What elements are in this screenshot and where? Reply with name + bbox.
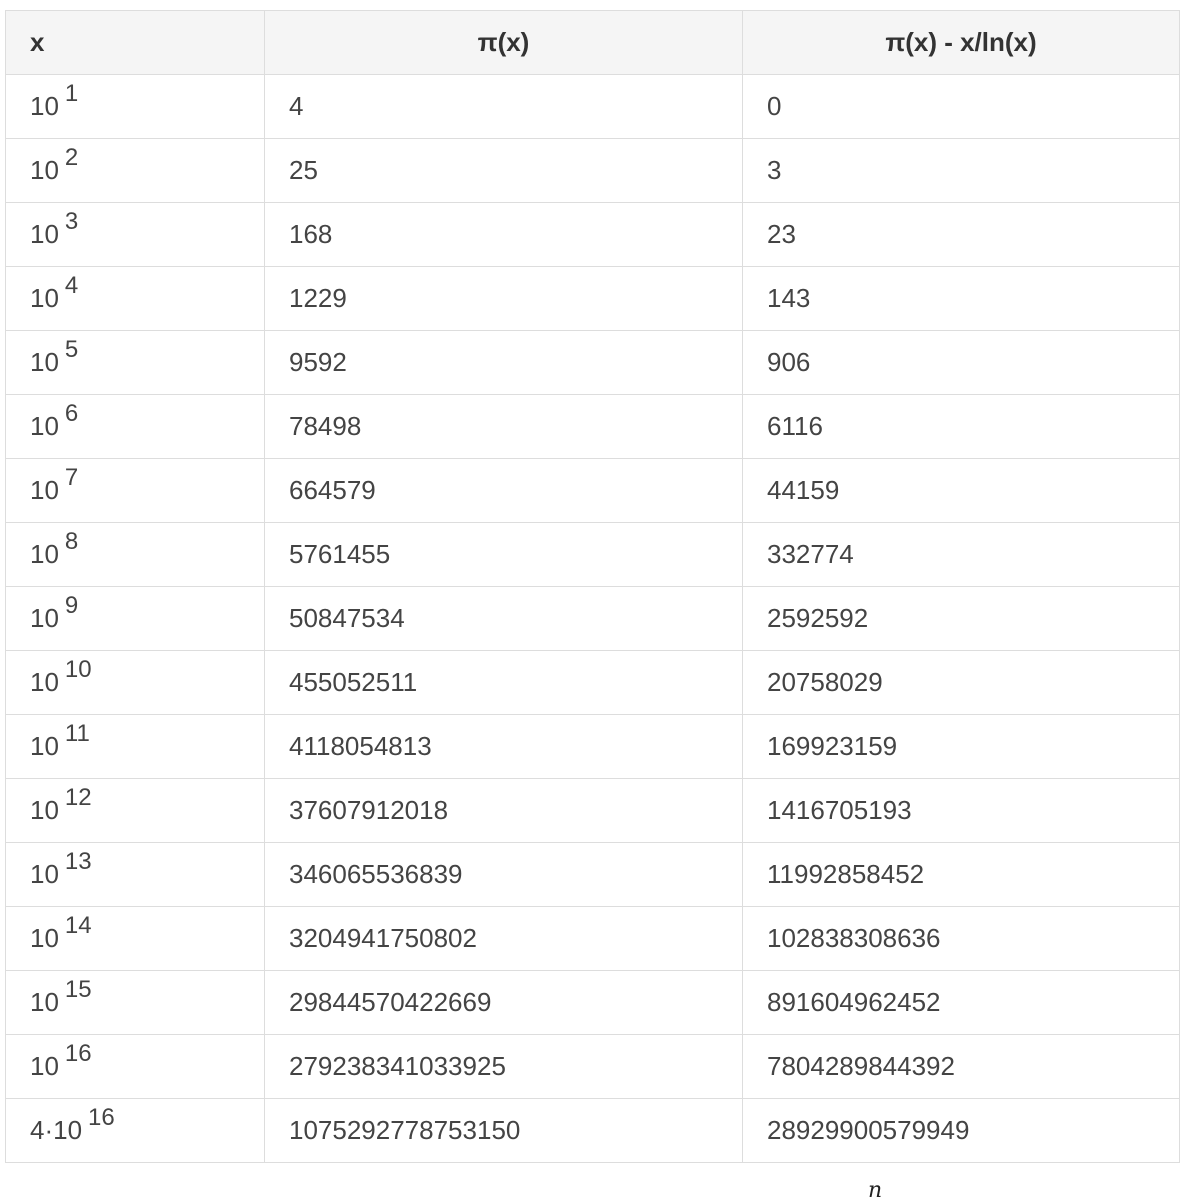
x-base: 10 bbox=[30, 795, 59, 825]
cell-x bbox=[6, 907, 265, 971]
table-row bbox=[6, 395, 1180, 459]
x-exponent: 11 bbox=[64, 720, 90, 747]
x-base: 10 bbox=[30, 859, 59, 889]
x-exponent: 4 bbox=[64, 272, 79, 299]
x-exponent: 16 bbox=[88, 1104, 115, 1131]
cell-pi: 168 bbox=[265, 203, 743, 267]
cell-pi: 1229 bbox=[265, 267, 743, 331]
cell-difference: 169923159 bbox=[743, 715, 1180, 779]
cutoff-formula-glyph: n bbox=[868, 1178, 883, 1203]
x-exponent: 10 bbox=[64, 656, 92, 683]
cell-pi: 664579 bbox=[265, 459, 743, 523]
cell-pi: 50847534 bbox=[265, 587, 743, 651]
cell-pi: 29844570422669 bbox=[265, 971, 743, 1035]
cell-difference: 906 bbox=[743, 331, 1180, 395]
x-exponent: 6 bbox=[64, 400, 79, 427]
table-body bbox=[6, 75, 1180, 1163]
table-row bbox=[6, 843, 1180, 907]
cell-x bbox=[6, 267, 265, 331]
cell-pi: 25 bbox=[265, 139, 743, 203]
table-row bbox=[6, 331, 1180, 395]
x-base: 10 bbox=[30, 475, 59, 505]
table-row bbox=[6, 1099, 1180, 1163]
cell-pi: 78498 bbox=[265, 395, 743, 459]
cell-x bbox=[6, 395, 265, 459]
table-header bbox=[6, 11, 1180, 75]
cell-x bbox=[6, 75, 265, 139]
x-exponent: 13 bbox=[64, 848, 92, 875]
x-exponent: 12 bbox=[64, 784, 92, 811]
cell-x bbox=[6, 459, 265, 523]
table-row bbox=[6, 971, 1180, 1035]
cell-pi: 5761455 bbox=[265, 523, 743, 587]
x-base: 4·10 bbox=[30, 1115, 83, 1145]
cell-x bbox=[6, 203, 265, 267]
cell-difference: 11992858452 bbox=[743, 843, 1180, 907]
cell-x bbox=[6, 651, 265, 715]
table-row bbox=[6, 75, 1180, 139]
cell-pi: 9592 bbox=[265, 331, 743, 395]
x-base: 10 bbox=[30, 91, 59, 121]
table-row bbox=[6, 587, 1180, 651]
cell-x bbox=[6, 523, 265, 587]
x-base: 10 bbox=[30, 411, 59, 441]
cell-difference: 2592592 bbox=[743, 587, 1180, 651]
x-base: 10 bbox=[30, 667, 59, 697]
cell-difference: 28929900579949 bbox=[743, 1099, 1180, 1163]
cell-difference: 1416705193 bbox=[743, 779, 1180, 843]
cell-pi: 37607912018 bbox=[265, 779, 743, 843]
header-difference: π(x) - x/ln(x) bbox=[743, 11, 1180, 75]
cell-difference: 44159 bbox=[743, 459, 1180, 523]
cell-pi: 1075292778753150 bbox=[265, 1099, 743, 1163]
cell-difference: 23 bbox=[743, 203, 1180, 267]
x-exponent: 15 bbox=[64, 976, 92, 1003]
cell-x bbox=[6, 587, 265, 651]
x-exponent: 3 bbox=[64, 208, 79, 235]
cell-pi: 3204941750802 bbox=[265, 907, 743, 971]
x-base: 10 bbox=[30, 731, 59, 761]
cell-pi: 455052511 bbox=[265, 651, 743, 715]
cell-x bbox=[6, 843, 265, 907]
x-base: 10 bbox=[30, 1051, 59, 1081]
x-base: 10 bbox=[30, 283, 59, 313]
cell-pi: 346065536839 bbox=[265, 843, 743, 907]
x-exponent: 7 bbox=[64, 464, 79, 491]
table-row bbox=[6, 203, 1180, 267]
table-row bbox=[6, 715, 1180, 779]
x-exponent: 8 bbox=[64, 528, 79, 555]
cell-difference: 332774 bbox=[743, 523, 1180, 587]
x-base: 10 bbox=[30, 155, 59, 185]
x-base: 10 bbox=[30, 219, 59, 249]
table-row bbox=[6, 907, 1180, 971]
prime-counting-table bbox=[5, 10, 1180, 1163]
x-base: 10 bbox=[30, 347, 59, 377]
table-row bbox=[6, 651, 1180, 715]
cell-x bbox=[6, 1099, 265, 1163]
x-base: 10 bbox=[30, 603, 59, 633]
cell-pi: 279238341033925 bbox=[265, 1035, 743, 1099]
header-x: x bbox=[6, 11, 265, 75]
cell-difference: 143 bbox=[743, 267, 1180, 331]
cell-x bbox=[6, 715, 265, 779]
header-row bbox=[6, 11, 1180, 75]
cell-difference: 6116 bbox=[743, 395, 1180, 459]
table-row bbox=[6, 139, 1180, 203]
x-exponent: 1 bbox=[64, 80, 79, 107]
cell-difference: 7804289844392 bbox=[743, 1035, 1180, 1099]
x-exponent: 16 bbox=[64, 1040, 92, 1067]
table-row bbox=[6, 1035, 1180, 1099]
cell-x bbox=[6, 331, 265, 395]
cell-x bbox=[6, 139, 265, 203]
x-base: 10 bbox=[30, 539, 59, 569]
cell-pi: 4118054813 bbox=[265, 715, 743, 779]
x-exponent: 14 bbox=[64, 912, 92, 939]
cell-difference: 102838308636 bbox=[743, 907, 1180, 971]
table-row bbox=[6, 267, 1180, 331]
table-row bbox=[6, 459, 1180, 523]
x-base: 10 bbox=[30, 987, 59, 1017]
table-row bbox=[6, 523, 1180, 587]
cell-pi: 4 bbox=[265, 75, 743, 139]
cell-difference: 20758029 bbox=[743, 651, 1180, 715]
table-row bbox=[6, 779, 1180, 843]
cell-x bbox=[6, 971, 265, 1035]
cell-difference: 0 bbox=[743, 75, 1180, 139]
x-exponent: 2 bbox=[64, 144, 79, 171]
x-exponent: 5 bbox=[64, 336, 79, 363]
cell-difference: 891604962452 bbox=[743, 971, 1180, 1035]
cell-x bbox=[6, 1035, 265, 1099]
cell-x bbox=[6, 779, 265, 843]
header-pi: π(x) bbox=[265, 11, 743, 75]
x-exponent: 9 bbox=[64, 592, 79, 619]
x-base: 10 bbox=[30, 923, 59, 953]
cell-difference: 3 bbox=[743, 139, 1180, 203]
